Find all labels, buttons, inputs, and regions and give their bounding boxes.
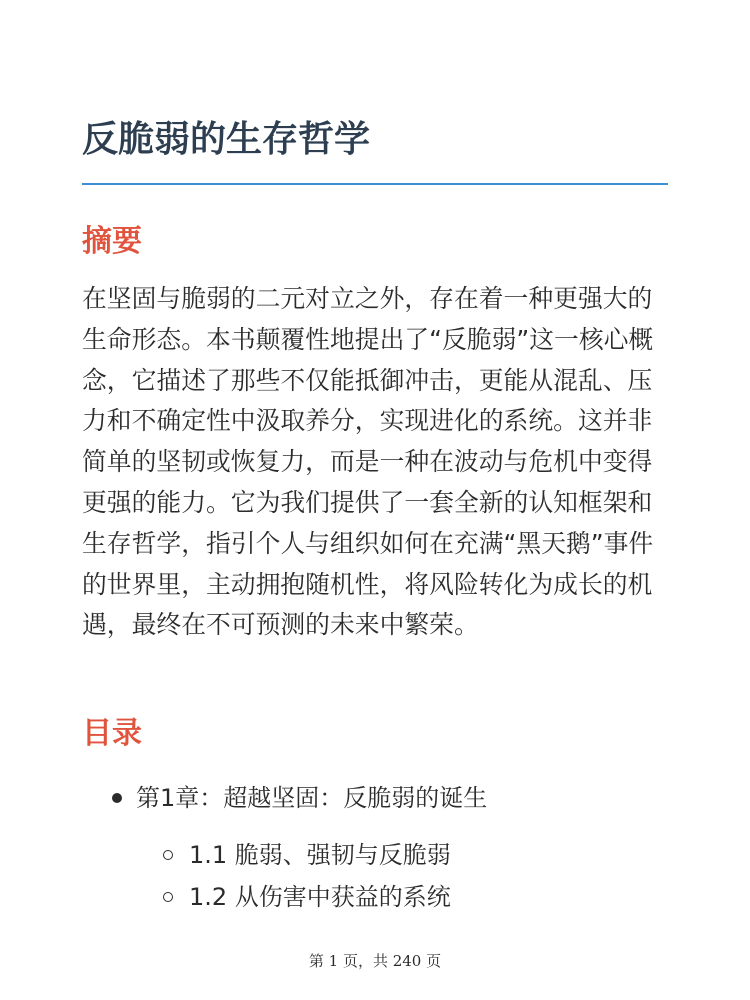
toc-section-1-1-label: 1.1 脆弱、强韧与反脆弱 — [189, 841, 451, 869]
toc-section-1-1[interactable] — [189, 835, 451, 875]
toc-chapter-1[interactable] — [136, 778, 487, 818]
page-footer: 第 1 页，共 240 页 — [308, 952, 442, 970]
toc-heading: 目录 — [82, 716, 142, 751]
circle-bullet-icon — [163, 892, 173, 902]
abstract-heading: 摘要 — [82, 224, 142, 259]
toc-chapter-1-label: 第1章：超越坚固：反脆弱的诞生 — [136, 784, 488, 812]
toc-section-1-2[interactable] — [189, 877, 451, 917]
abstract-text: 在坚固与脆弱的二元对立之外，存在着一种更强大的生命形态。本书颠覆性地提出了“反脆弱”这一核心概念，它描述了那些不仅能抵御冲击，更能从混乱、压力和不确定性中汲取养分，实现进化的系统。这并非简单的坚韧或恢复力，而是一种在波动与危机中变得更强的能力。它为我们提供了一套全新的认知框架和生存哲学，指引个人与组织如何在充满“黑天鹅”事件的世界里，主动拥抱随机性，将风险转化为成长的机遇，最终在不可预测的未来中繁荣。 — [82, 284, 654, 640]
title-divider — [82, 183, 668, 185]
document-title: 反脆弱的生存哲学 — [82, 119, 371, 160]
circle-bullet-icon — [163, 850, 173, 860]
bullet-icon — [112, 793, 122, 803]
toc-section-1-2-label: 1.2 从伤害中获益的系统 — [189, 883, 451, 911]
